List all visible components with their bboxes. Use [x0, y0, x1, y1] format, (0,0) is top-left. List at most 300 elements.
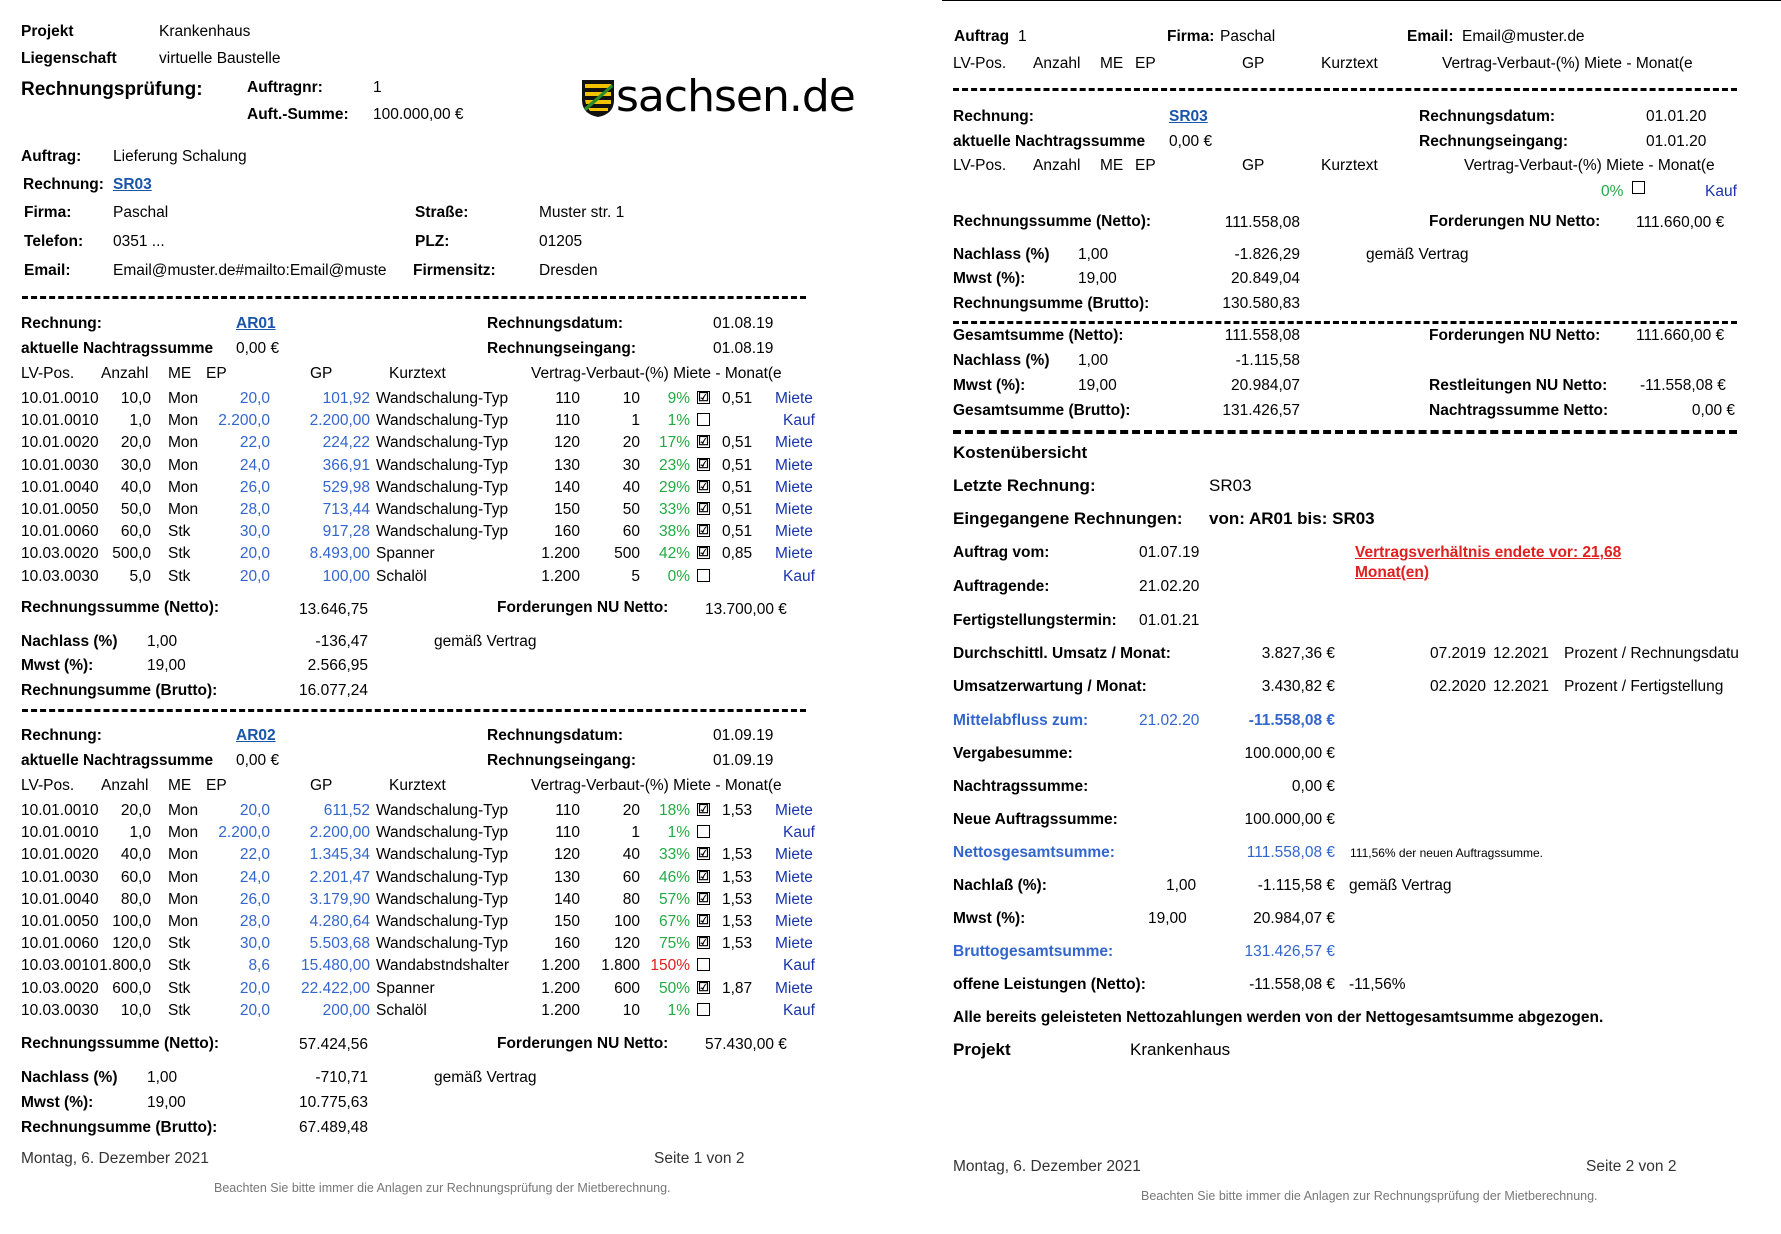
ges-netto-label: Gesamtsumme (Netto): [953, 327, 1124, 344]
percent-cell: 67% [658, 913, 690, 930]
verbaut-cell: 80 [622, 890, 640, 908]
email-label: Email: [24, 262, 71, 279]
ep-cell: 20,0 [239, 567, 270, 585]
column-header-lvpos: LV-Pos. [21, 365, 75, 382]
miete-checkbox[interactable]: ☑ [698, 802, 709, 816]
kurztext-cell: Schalöl [376, 567, 427, 585]
nettogesamt-value: 111.558,08 € [1246, 844, 1335, 861]
gp-cell: 366,91 [322, 456, 370, 474]
ges-nachlass-label: Nachlass (%) [953, 352, 1050, 369]
miete-checkbox[interactable] [697, 825, 710, 838]
nachtrag-value: 0,00 € [236, 340, 280, 357]
ep-cell: 26,0 [239, 478, 270, 496]
art-cell[interactable]: Miete [775, 478, 813, 496]
strasse-value: Muster str. 1 [539, 204, 625, 221]
miete-monate-cell: 0,51 [722, 501, 753, 518]
mwst-label: Mwst (%): [953, 910, 1026, 927]
art-cell[interactable]: Kauf [783, 1001, 815, 1019]
nachlass-label: Nachlass (%) [21, 633, 118, 650]
nachlass-value: 1,00 [147, 1069, 178, 1086]
gp-cell: 2.201,47 [309, 868, 370, 886]
gp-cell: 4.280,64 [309, 913, 370, 930]
miete-checkbox[interactable] [697, 413, 710, 426]
netto-label: Rechnungssumme (Netto): [21, 599, 220, 616]
rest-value: -11.558,08 € [1640, 377, 1726, 394]
anzahl-cell: 100,0 [112, 913, 151, 930]
neue-summe-value: 100.000,00 € [1244, 811, 1335, 828]
nachlass-note: gemäß Vertrag [1349, 877, 1452, 894]
art-cell[interactable]: Miete [775, 802, 813, 819]
lv-pos-cell: 10.01.0010 [21, 412, 99, 430]
verbaut-cell: 120 [614, 935, 640, 953]
brutto-value: 67.489,48 [299, 1119, 368, 1136]
report-page-2 [935, 0, 1781, 1234]
vom-value: 01.07.19 [1139, 544, 1200, 561]
anzahl-cell: 1,0 [129, 412, 151, 430]
lv-pos-cell: 10.01.0010 [21, 824, 99, 842]
firma-label: Firma: [1167, 28, 1215, 45]
umsatz-label: Durchschittl. Umsatz / Monat: [953, 645, 1171, 662]
column-header-vertrag: Vertrag-Verbaut-(%) Miete - Monat(e [1464, 157, 1715, 174]
rechnung-label: Rechnung: [23, 176, 104, 193]
art-cell[interactable]: Miete [775, 545, 813, 563]
column-header-lvpos: LV-Pos. [953, 157, 1007, 174]
anzahl-cell: 1,0 [129, 824, 151, 842]
ges-mwst-value: 19,00 [1078, 377, 1117, 394]
projekt-value: Krankenhaus [159, 23, 251, 40]
percent-cell: 17% [658, 434, 690, 452]
nachtrag-label: aktuelle Nachtragssumme [21, 340, 214, 357]
section-divider [22, 709, 806, 712]
anzahl-cell: 40,0 [120, 478, 151, 496]
umsatz-value: 3.827,36 € [1261, 645, 1335, 662]
column-header-me: ME [1100, 157, 1124, 174]
netto-value: 111.558,08 [1224, 214, 1300, 231]
lv-pos-cell: 10.01.0020 [21, 846, 99, 864]
mwst-value: 19,00 [147, 1094, 186, 1111]
miete-monate-cell: 1,53 [722, 913, 753, 930]
brutto-value: 16.077,24 [299, 682, 368, 699]
column-header-ep: EP [1135, 157, 1156, 174]
invoice-link-ar01[interactable]: AR01 [236, 315, 276, 332]
vergabe-label: Vergabesumme: [953, 745, 1073, 762]
art-cell[interactable]: Miete [775, 501, 813, 518]
vom-label: Auftrag vom: [953, 544, 1050, 561]
logo-text: sachsen.de [616, 71, 855, 122]
umsatz-von: 07.2019 [1430, 645, 1487, 662]
projekt-value: Krankenhaus [1130, 1040, 1231, 1059]
me-cell: Stk [168, 935, 191, 953]
anzahl-cell: 10,0 [120, 390, 151, 407]
ges-nachlass-value: 1,00 [1078, 352, 1109, 369]
fertig-label: Fertigstellungstermin: [953, 612, 1117, 629]
me-cell: Stk [168, 957, 191, 975]
miete-checkbox[interactable]: ☑ [698, 935, 709, 950]
anzahl-cell: 30,0 [120, 456, 151, 474]
column-header-me: ME [1100, 55, 1124, 72]
gp-cell: 22.422,00 [301, 979, 370, 997]
art-cell[interactable]: Kauf [783, 824, 815, 842]
verbaut-cell: 100 [614, 913, 640, 930]
report-page-1 [0, 0, 880, 1234]
gp-cell: 2.200,00 [309, 824, 370, 842]
gp-cell: 529,98 [322, 478, 370, 496]
gp-cell: 5.503,68 [309, 935, 370, 953]
mwst-label: Mwst (%): [21, 1094, 94, 1111]
me-cell: Stk [168, 979, 191, 997]
art-cell[interactable]: Kauf [783, 412, 815, 430]
datum-value: 01.08.19 [713, 315, 774, 332]
verbaut-cell: 5 [631, 567, 640, 585]
gemaess-text: gemäß Vertrag [434, 633, 537, 650]
art-cell[interactable]: Miete [775, 890, 813, 908]
firma-value: Paschal [1220, 28, 1276, 45]
column-header-kurztext: Kurztext [1321, 157, 1378, 174]
datum-label: Rechnungsdatum: [487, 727, 624, 744]
lv-pos-cell: 10.03.0020 [21, 979, 99, 997]
percent-cell: 0% [667, 567, 690, 585]
neue-summe-label: Neue Auftragssumme: [953, 811, 1118, 828]
art-cell[interactable]: Miete [775, 868, 813, 886]
mwst-betrag: 2.566,95 [307, 657, 368, 674]
lv-pos-cell: 10.01.0020 [21, 434, 99, 452]
mwst-value: 19,00 [1148, 910, 1187, 927]
nachtrag-netto-value: 0,00 € [1691, 402, 1735, 419]
lv-pos-cell: 10.01.0060 [21, 935, 99, 953]
erwartung-value: 3.430,82 € [1261, 678, 1335, 695]
vertrag-cell: 1.200 [541, 1001, 580, 1019]
ep-cell: 2.200,0 [218, 412, 270, 430]
miete-checkbox[interactable]: ☑ [698, 868, 709, 883]
anzahl-cell: 1.800,0 [99, 957, 151, 975]
ep-cell: 22,0 [239, 434, 270, 452]
auftrag-value: Lieferung Schalung [113, 148, 247, 165]
kurztext-cell: Wandschalung-Typ [376, 802, 509, 819]
column-header-gp: GP [1242, 55, 1265, 72]
auftragnr-value: 1 [373, 79, 382, 96]
kurztext-cell: Wandschalung-Typ [376, 868, 509, 886]
erwartung-text: Prozent / Fertigstellung [1564, 678, 1724, 695]
percent-cell: 18% [658, 802, 690, 819]
anzahl-cell: 120,0 [112, 935, 151, 953]
lv-pos-cell: 10.03.0030 [21, 1001, 99, 1019]
nachlass-value: 1,00 [1078, 246, 1109, 263]
lv-pos-cell: 10.01.0050 [21, 913, 99, 930]
miete-checkbox[interactable]: ☑ [698, 890, 709, 905]
forderungen-label: Forderungen NU Netto: [497, 599, 669, 616]
ep-cell: 8,6 [248, 957, 270, 975]
nachlass-label: Nachlass (%) [21, 1069, 118, 1086]
me-cell: Mon [168, 412, 199, 430]
gp-cell: 611,52 [323, 802, 370, 819]
verbaut-cell: 20 [622, 802, 640, 819]
miete-checkbox[interactable]: ☑ [698, 979, 709, 994]
verbaut-cell: 1 [631, 824, 640, 842]
nettogesamt-label: Nettosgesamtsumme: [953, 844, 1115, 861]
vertrag-cell: 1.200 [541, 545, 580, 563]
miete-checkbox[interactable] [697, 958, 710, 971]
me-cell: Mon [168, 868, 199, 886]
nachlass-betrag: -710,71 [315, 1069, 368, 1086]
ep-cell: 2.200,0 [218, 824, 270, 842]
verbaut-percent: 0% [1601, 183, 1624, 200]
vertrag-cell: 120 [554, 846, 580, 864]
miete-checkbox[interactable]: ☑ [698, 545, 709, 560]
datum-label: Rechnungsdatum: [487, 315, 624, 332]
verbaut-cell: 20 [622, 434, 640, 452]
coat-of-arms-icon [580, 78, 616, 118]
anzahl-cell: 80,0 [120, 890, 151, 908]
vergabe-value: 100.000,00 € [1244, 745, 1335, 762]
column-header-ep: EP [206, 365, 227, 382]
auftrag-label: Auftrag: [21, 148, 82, 165]
art-cell[interactable]: Miete [775, 935, 813, 953]
vertrag-cell: 130 [554, 456, 580, 474]
vertrag-cell: 160 [554, 935, 580, 953]
ep-cell: 24,0 [239, 456, 270, 474]
offen-value: -11.558,08 € [1249, 976, 1335, 993]
art-cell[interactable]: Miete [775, 979, 813, 997]
gp-cell: 15.480,00 [301, 957, 370, 975]
art-cell[interactable]: Miete [775, 434, 813, 452]
nachlass-label: Nachlass (%) [953, 246, 1050, 263]
eingang-value: 01.08.19 [713, 340, 774, 357]
me-cell: Mon [168, 824, 199, 842]
eingang-label: Rechnungseingang: [1419, 133, 1568, 150]
vertrag-cell: 150 [554, 501, 580, 518]
miete-monate-cell: 1,53 [722, 890, 753, 908]
offen-percent: -11,56% [1349, 976, 1406, 993]
umsatz-text: Prozent / Rechnungsdatu [1564, 645, 1739, 662]
ep-cell: 20,0 [239, 390, 270, 407]
rest-label: Restleitungen NU Netto: [1429, 377, 1608, 394]
section-divider [22, 296, 806, 299]
miete-monate-cell: 0,51 [722, 434, 753, 452]
brutto-label: Rechnungsumme (Brutto): [21, 1119, 218, 1136]
ep-cell: 28,0 [239, 913, 270, 930]
mwst-value: 19,00 [1078, 270, 1117, 287]
ep-cell: 22,0 [239, 846, 270, 864]
verbaut-cell: 500 [614, 545, 640, 563]
email-label: Email: [1407, 28, 1454, 45]
lv-pos-cell: 10.03.0020 [21, 545, 99, 563]
miete-checkbox[interactable]: ☑ [698, 913, 709, 927]
forderungen-value: 57.430,00 € [705, 1036, 787, 1053]
kurztext-cell: Wandschalung-Typ [376, 412, 509, 430]
projekt-label: Projekt [953, 1040, 1011, 1059]
ep-cell: 26,0 [239, 890, 270, 908]
kurztext-cell: Wandschalung-Typ [376, 935, 509, 953]
miete-monate-cell: 1,53 [722, 868, 753, 886]
eingang-label: Rechnungseingang: [487, 752, 636, 769]
me-cell: Mon [168, 890, 199, 908]
eingang-value: 01.09.19 [713, 752, 774, 769]
kurztext-cell: Wandschalung-Typ [376, 824, 509, 842]
plz-value: 01205 [539, 233, 583, 250]
eing-value: von: AR01 bis: SR03 [1209, 509, 1375, 528]
me-cell: Mon [168, 846, 199, 864]
me-cell: Stk [168, 523, 191, 541]
miete-checkbox[interactable]: ☑ [698, 456, 709, 471]
mittelabfluss-datum: 21.02.20 [1139, 712, 1200, 729]
anzahl-cell: 600,0 [112, 979, 151, 997]
miete-checkbox[interactable] [697, 569, 710, 582]
forderungen-value: 13.700,00 € [705, 601, 787, 618]
art-cell[interactable]: Miete [775, 913, 813, 930]
art-cell[interactable]: Miete [775, 523, 813, 541]
art-cell[interactable]: Miete [775, 390, 813, 407]
lv-pos-cell: 10.03.0030 [21, 567, 99, 585]
netto-label: Rechnungssumme (Netto): [953, 213, 1152, 230]
column-header-gp: GP [310, 777, 333, 794]
ges-ford-value: 111.660,00 € [1636, 327, 1725, 344]
gp-cell: 3.179,90 [309, 890, 370, 908]
ep-cell: 20,0 [239, 545, 270, 563]
netto-value: 57.424,56 [299, 1036, 368, 1053]
vertrag-cell: 1.200 [541, 979, 580, 997]
mwst-betrag: 20.984,07 € [1253, 910, 1335, 927]
percent-cell: 33% [658, 501, 690, 518]
nachtragssumme-value: 0,00 € [1291, 778, 1335, 795]
nachlass-label: Nachlaß (%): [953, 877, 1047, 894]
nachtrag-value: 0,00 € [236, 752, 280, 769]
percent-cell: 29% [658, 478, 690, 496]
auftrag-value: 1 [1018, 28, 1027, 45]
ges-mwst-betrag: 20.984,07 [1231, 377, 1300, 394]
forderungen-value: 111.660,00 € [1636, 214, 1725, 231]
erwartung-label: Umsatzerwartung / Monat: [953, 678, 1147, 695]
verbaut-cell: 1 [631, 412, 640, 430]
mwst-value: 19,00 [147, 657, 186, 674]
art-cell[interactable]: Kauf [783, 567, 815, 585]
gp-cell: 917,28 [322, 523, 370, 541]
kurztext-cell: Wandschalung-Typ [376, 501, 509, 518]
footer-page: Seite 1 von 2 [654, 1150, 745, 1167]
firmensitz-label: Firmensitz: [413, 262, 496, 279]
miete-checkbox[interactable]: ☑ [698, 501, 709, 515]
ges-nachlass-betrag: -1.115,58 [1235, 352, 1300, 369]
firmensitz-value: Dresden [539, 262, 598, 279]
eing-label: Eingegangene Rechnungen: [953, 509, 1183, 528]
kurztext-cell: Wandschalung-Typ [376, 523, 509, 541]
kurztext-cell: Wandschalung-Typ [376, 913, 509, 930]
percent-cell: 9% [667, 390, 690, 407]
ep-cell: 20,0 [239, 1001, 270, 1019]
miete-checkbox[interactable]: ☑ [698, 846, 709, 861]
gp-cell: 1.345,34 [309, 846, 370, 864]
verbaut-cell: 60 [622, 523, 640, 541]
lv-pos-cell: 10.01.0030 [21, 456, 99, 474]
percent-cell: 33% [658, 846, 690, 864]
miete-checkbox[interactable] [697, 1003, 710, 1016]
art-cell[interactable]: Miete [775, 456, 813, 474]
miete-checkbox[interactable]: ☑ [698, 434, 709, 449]
verbaut-cell: 600 [614, 979, 640, 997]
ges-mwst-label: Mwst (%): [953, 377, 1026, 394]
warning-monate: Monat(en) [1355, 564, 1430, 581]
nachlass-betrag: -136,47 [315, 633, 368, 650]
me-cell: Mon [168, 434, 199, 452]
gp-cell: 713,44 [322, 501, 370, 518]
me-cell: Stk [168, 545, 191, 563]
plz-label: PLZ: [415, 233, 450, 250]
me-cell: Mon [168, 913, 199, 930]
bruttogesamt-value: 131.426,57 € [1244, 943, 1335, 960]
bruttogesamt-label: Bruttogesamtsumme: [953, 943, 1114, 960]
nachtragssumme-label: Nachtragssumme: [953, 778, 1089, 795]
ges-netto-value: 111.558,08 [1224, 327, 1300, 344]
lv-pos-cell: 10.01.0040 [21, 478, 99, 496]
nettogesamt-note: 111,56% der neuen Auftragssumme. [1350, 846, 1544, 860]
art-cell[interactable]: Kauf [783, 957, 815, 975]
page-title: Rechnungsprüfung: [21, 79, 203, 100]
column-header-vertrag: Vertrag-Verbaut-(%) Miete - Monat(e [1442, 55, 1693, 72]
auftsumme-label: Auft.-Summe: [247, 106, 349, 123]
nachlass-value: 1,00 [147, 633, 178, 650]
vertrag-cell: 140 [554, 890, 580, 908]
kauf-link[interactable]: Kauf [1705, 183, 1737, 200]
verbaut-cell: 1.800 [601, 957, 640, 975]
miete-checkbox[interactable] [1632, 181, 1645, 194]
vertrag-cell: 120 [554, 434, 580, 452]
liegenschaft-label: Liegenschaft [21, 50, 117, 67]
me-cell: Mon [168, 456, 199, 474]
kurztext-cell: Wandabstndshalter [376, 957, 509, 975]
me-cell: Mon [168, 802, 199, 819]
firma-value: Paschal [113, 204, 169, 221]
ep-cell: 24,0 [239, 868, 270, 886]
vertrag-cell: 1.200 [541, 567, 580, 585]
miete-checkbox[interactable]: ☑ [698, 478, 709, 493]
anzahl-cell: 60,0 [120, 523, 151, 541]
gemaess-text: gemäß Vertrag [434, 1069, 537, 1086]
percent-cell: 75% [658, 935, 690, 953]
invoice-link-ar02[interactable]: AR02 [236, 727, 276, 744]
column-header-gp: GP [1242, 157, 1265, 174]
nachlass-value: 1,00 [1166, 877, 1197, 894]
rechnung-label: Rechnung: [21, 727, 102, 744]
kurztext-cell: Wandschalung-Typ [376, 890, 509, 908]
lv-pos-cell: 10.01.0010 [21, 802, 99, 819]
mittelabfluss-value: -11.558,08 € [1248, 712, 1335, 729]
percent-cell: 1% [667, 824, 690, 842]
verbaut-cell: 30 [622, 456, 640, 474]
column-header-gp: GP [310, 365, 333, 382]
miete-checkbox[interactable]: ☑ [698, 523, 709, 538]
footer-date: Montag, 6. Dezember 2021 [953, 1158, 1141, 1175]
email-value: Email@muster.de [1462, 28, 1585, 45]
netto-value: 13.646,75 [299, 601, 368, 618]
nachtrag-label: aktuelle Nachtragssumme [953, 133, 1146, 150]
vertrag-cell: 140 [554, 478, 580, 496]
telefon-value: 0351 ... [113, 233, 165, 250]
eingang-value: 01.01.20 [1646, 133, 1707, 150]
vertrag-cell: 110 [555, 390, 580, 407]
art-cell[interactable]: Miete [775, 846, 813, 864]
kurztext-cell: Schalöl [376, 1001, 427, 1019]
percent-cell: 42% [658, 545, 690, 563]
forderungen-label: Forderungen NU Netto: [1429, 213, 1601, 230]
miete-checkbox[interactable]: ☑ [698, 390, 709, 404]
nachtrag-value: 0,00 € [1169, 133, 1213, 150]
rechnung-label: Rechnung: [953, 108, 1034, 125]
rechnung-link[interactable]: SR03 [113, 176, 152, 193]
auftrag-label: Auftrag [954, 28, 1010, 45]
invoice-link-sr03[interactable]: SR03 [1169, 108, 1208, 125]
vertrag-cell: 130 [554, 868, 580, 886]
mittelabfluss-label: Mittelabfluss zum: [953, 712, 1089, 729]
gp-cell: 100,00 [322, 567, 370, 585]
